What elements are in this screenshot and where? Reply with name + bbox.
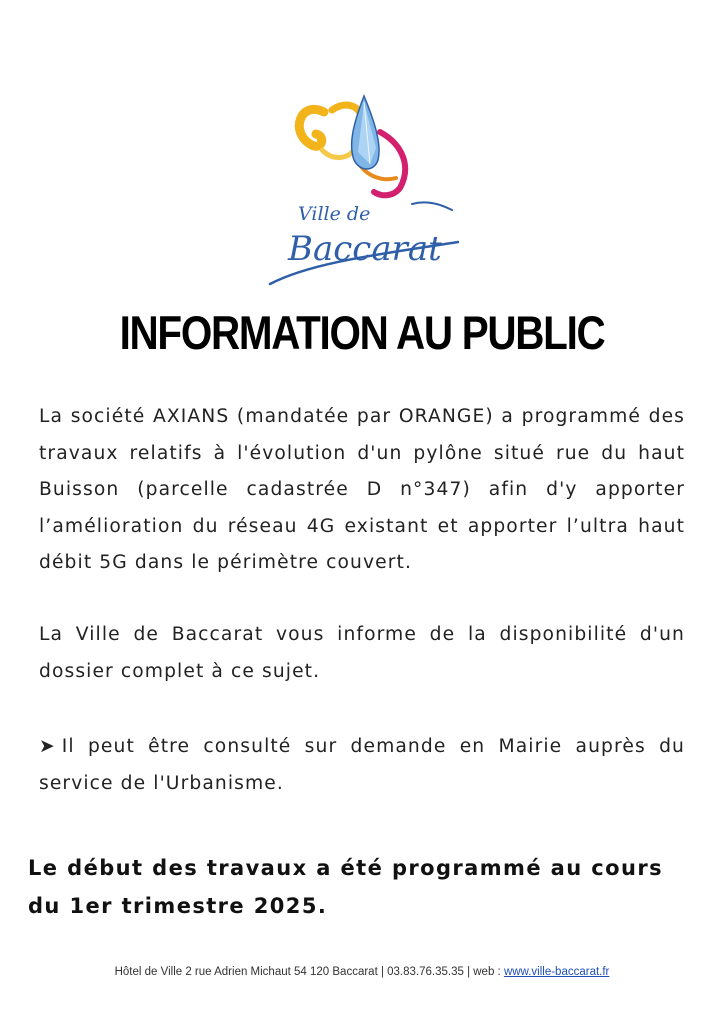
paragraph-consultation-text: Il peut être consulté sur demande en Mairie auprès du service de l'Urbanisme. (39, 736, 685, 794)
paragraph-consultation (39, 729, 685, 802)
footer-address: Hôtel de Ville 2 rue Adrien Michaut 54 120 Baccarat | 03.83.76.35.35 | web : (114, 966, 504, 978)
closing-statement: Le début des travaux a été programmé au cours du 1er trimestre 2025. (28, 856, 663, 918)
arrow-bullet-icon: ➤ (39, 736, 56, 757)
ville-de-baccarat-logo (262, 92, 462, 292)
paragraph-dossier-availability: La Ville de Baccarat vous informe de la disponibilité d'un dossier complet à ce sujet. (39, 624, 685, 682)
paragraph-works-announcement: La société AXIANS (mandatée par ORANGE) a programmé des travaux relatifs à l'évolution d'un pylône situé rue du haut Buisson (parcelle cadastrée D n°347) afin d'y apporter l’amélioration du réseau 4G existant et apporter l’ultra haut débit 5G dans le périmètre couvert. (39, 406, 685, 573)
website-link[interactable]: www.ville-baccarat.fr (503, 966, 610, 978)
logo-text-line2: Baccarat (288, 229, 442, 269)
logo-text-line1: Ville de (298, 203, 371, 225)
page-title: INFORMATION AU PUBLIC (119, 306, 605, 359)
logo-graphic (262, 92, 462, 292)
footer (0, 966, 724, 978)
